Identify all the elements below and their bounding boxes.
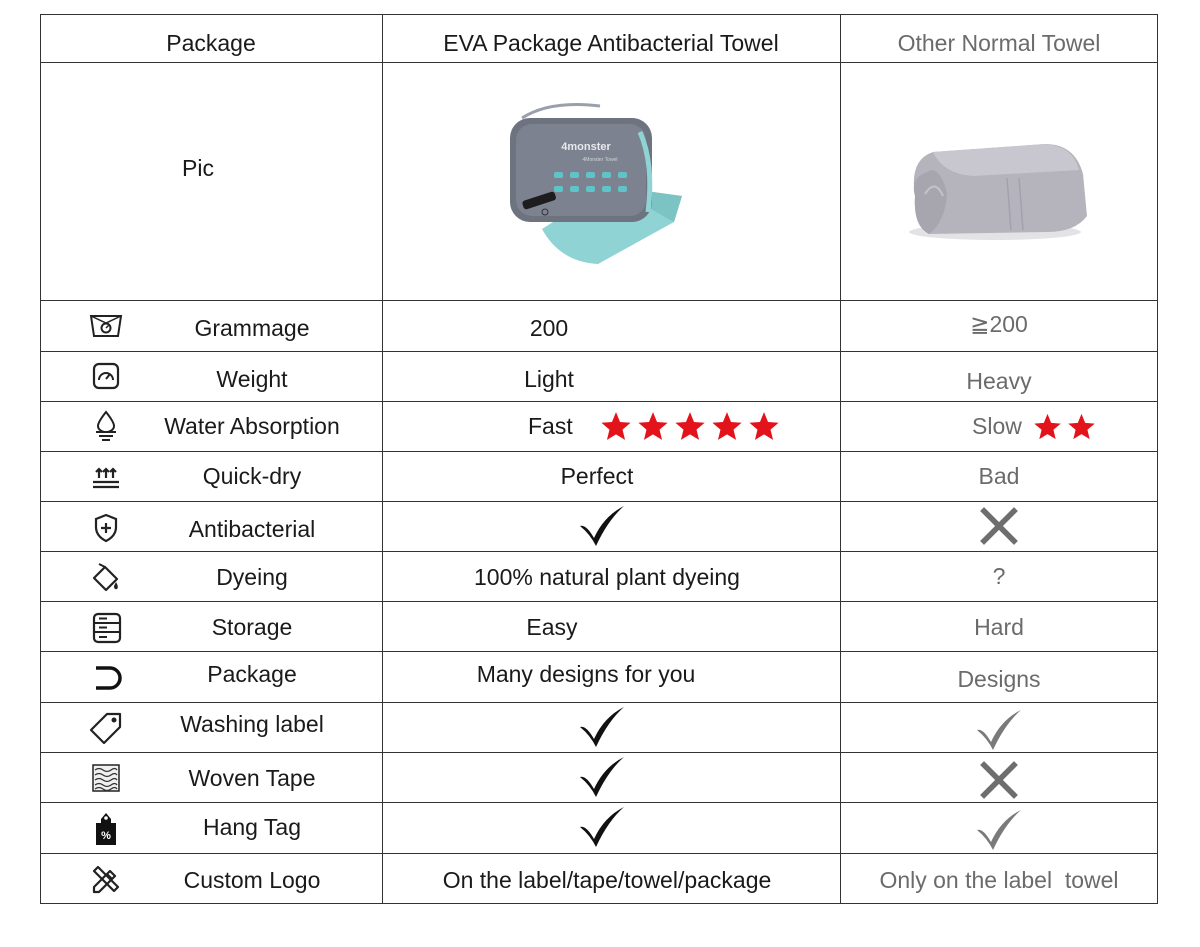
check-gray-icon: [975, 708, 1023, 752]
header-other-towel: Other Normal Towel: [897, 29, 1101, 56]
star-icon: [710, 410, 744, 442]
eva-washing-label: [382, 702, 822, 752]
server-storage-icon: [92, 612, 122, 644]
paint-bucket-icon: [90, 562, 122, 594]
row-label-package: Package: [207, 660, 297, 687]
eva-hang-tag: [382, 802, 822, 852]
row-label-grammage: Grammage: [194, 314, 310, 341]
speedometer-icon: [92, 362, 120, 390]
hang-tag-percent-icon: [92, 811, 120, 847]
row-label-hang-tag: Hang Tag: [202, 813, 302, 840]
row-label-woven-tape: Woven Tape: [188, 764, 316, 791]
star-icon: [673, 410, 707, 442]
eva-water-absorption-text: Fast: [528, 412, 573, 439]
water-drop-icon: [92, 410, 120, 444]
star-icon: [1032, 412, 1063, 441]
check-gray-icon: [975, 808, 1023, 852]
cross-icon: [975, 504, 1023, 548]
other-dyeing: ?: [992, 562, 1006, 589]
row-label-quick-dry: Quick-dry: [202, 462, 302, 489]
other-storage: Hard: [974, 613, 1024, 640]
check-icon: [578, 504, 626, 548]
star-icon: [636, 410, 670, 442]
pouch-subbrand: 4Monster Towel: [582, 157, 618, 163]
pencil-ruler-icon: [90, 863, 122, 895]
check-icon: [578, 805, 626, 849]
scale-icon: [88, 312, 124, 340]
row-label-antibacterial: Antibacterial: [188, 515, 316, 542]
eva-package: Many designs for you: [476, 660, 696, 687]
comparison-table: [40, 14, 1158, 904]
shield-plus-icon: [93, 513, 119, 543]
row-label-washing-label: Washing label: [180, 710, 324, 737]
other-weight: Heavy: [966, 367, 1032, 394]
quick-dry-icon: [90, 464, 122, 492]
eva-weight: Light: [524, 365, 574, 392]
header-eva-towel: EVA Package Antibacterial Towel: [443, 29, 779, 56]
normal-towel-image: [895, 134, 1095, 244]
eva-pouch-image: [490, 94, 690, 269]
eva-custom-logo: On the label/tape/towel/package: [442, 866, 772, 893]
pic-label: Pic: [182, 154, 214, 181]
eva-quick-dry: Perfect: [560, 462, 634, 489]
other-antibacterial: [840, 501, 1158, 551]
header-package: Package: [166, 29, 256, 56]
other-quick-dry: Bad: [978, 462, 1020, 489]
package-bracket-icon: [92, 664, 122, 692]
row-label-custom-logo: Custom Logo: [183, 866, 321, 893]
other-package: Designs: [957, 665, 1041, 692]
eva-grammage: 200: [529, 314, 569, 341]
other-washing-label: [840, 705, 1158, 755]
other-woven-tape: [840, 755, 1158, 805]
tag-icon: [88, 711, 124, 745]
row-label-dyeing: Dyeing: [216, 563, 288, 590]
other-water-absorption: [840, 401, 1158, 451]
other-grammage: ≧200: [970, 310, 1028, 337]
eva-rating-stars: [599, 410, 781, 442]
row-label-storage: Storage: [211, 613, 293, 640]
star-icon: [599, 410, 633, 442]
check-icon: [578, 755, 626, 799]
eva-water-absorption: [382, 401, 840, 451]
other-hang-tag: [840, 805, 1158, 855]
eva-woven-tape: [382, 752, 822, 802]
other-rating-stars: [1032, 412, 1097, 441]
star-icon: [1066, 412, 1097, 441]
eva-antibacterial: [382, 501, 822, 551]
other-water-absorption-text: Slow: [972, 412, 1022, 439]
woven-texture-icon: [92, 764, 120, 792]
eva-storage: Easy: [526, 613, 578, 640]
eva-dyeing: 100% natural plant dyeing: [474, 563, 740, 590]
pouch-brand: 4monster: [561, 141, 611, 153]
other-custom-logo: Only on the label towel: [879, 866, 1119, 893]
row-label-water-absorption: Water Absorption: [164, 412, 340, 439]
check-icon: [578, 705, 626, 749]
svg-text:%: %: [101, 830, 111, 842]
star-icon: [747, 410, 781, 442]
cross-icon: [975, 758, 1023, 802]
row-label-weight: Weight: [216, 365, 288, 392]
